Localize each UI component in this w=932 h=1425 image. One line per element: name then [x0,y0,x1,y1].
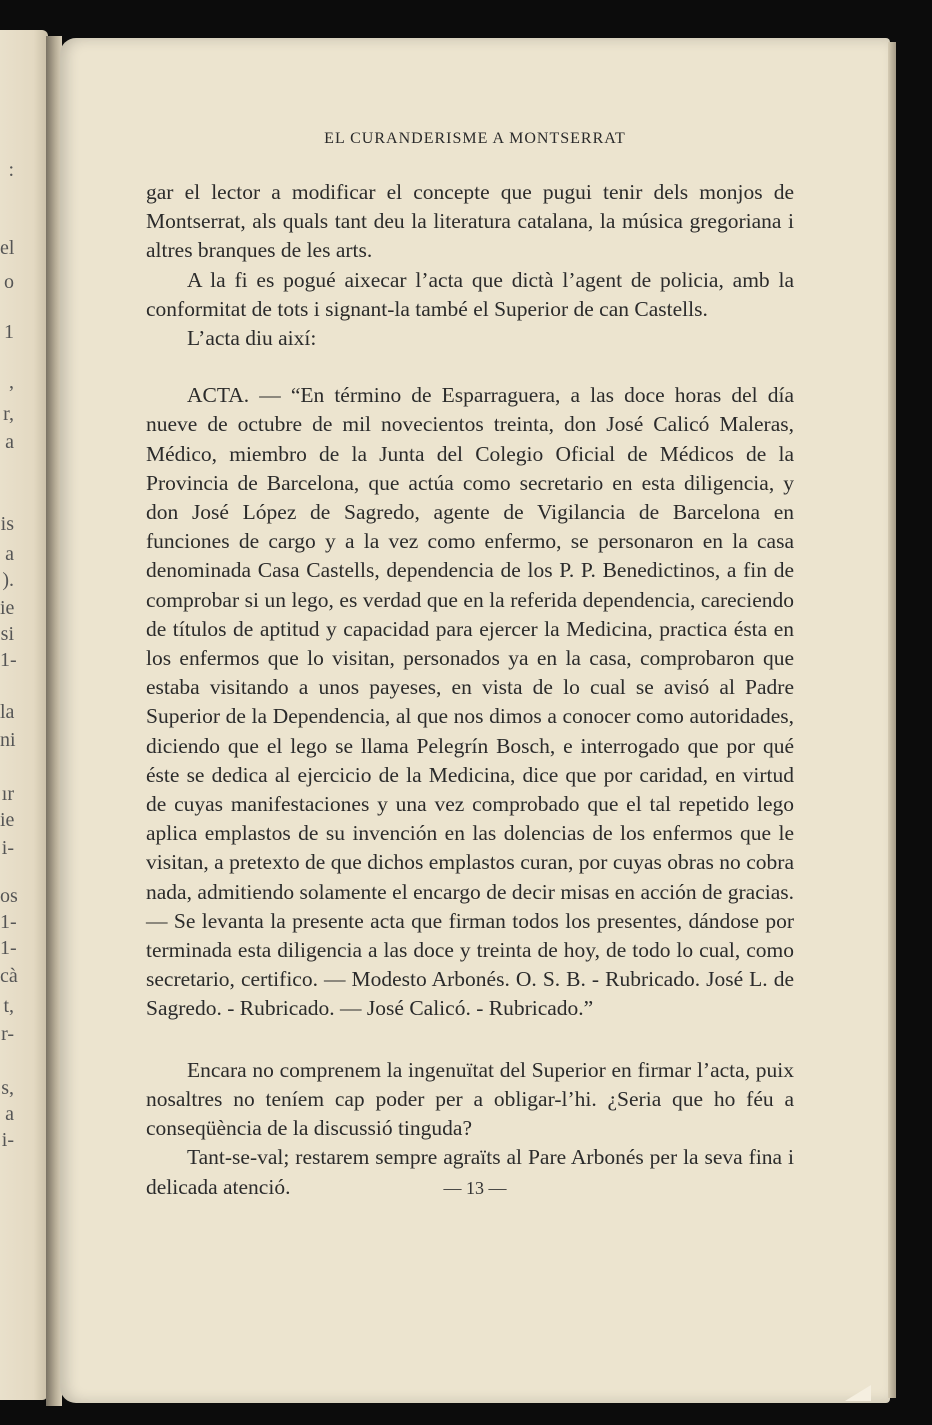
facing-page-fragment: a [5,1103,14,1125]
facing-page-fragment: ie [0,809,15,831]
facing-page-fragment: si [0,623,14,645]
page-edge [888,42,896,1398]
facing-page-fragment: r, [3,403,14,425]
page-number: — 13 — [443,1178,507,1198]
facing-page-fragment: ie [0,597,15,619]
facing-page-fragment: a [5,543,14,565]
paragraph-acta-text: ACTA. — “En término de Esparraguera, a las doce horas del día nueve de octubre de mil novecientos treinta, don José Calicó Maleras, Médico, miembro de la Junta del Colegio Oficial de Médicos de la Provincia de Barcelona, que actúa como secretario en esta diligencia, y don José López de Sagredo, agente de Vigilancia de Barcelona en funciones de cargo y a la vez como enfermo, se personaron en la casa denominada Casa Castells, dependencia de los P. P. Benedictinos, a fin de comprobar si un lego, es verdad que en la referida dependencia, careciendo de títulos de aptitud y capacidad para ejercer la Medicina, practica ésta en los enfermos que lo visitan, personados ya en la casa, comprobaron que estaba visitando a unos payeses, en vista de lo cual se avisó al Padre Superior de la Dependencia, al que nos dimos a conocer como autoridades, diciendo que el lego se llama Pelegrín Bosch, e interrogado que por qué éste se dedica al ejercicio de la Medicina, dice que por caridad, en virtud de cuyas manifestaciones y una vez comprobado que el tal repetido lego aplica emplastos de su invención en las dolencias de los enfermos que le visitan, a pretexto de que dichos emplastos curan, por cuyas obras no cobra nada, admitiendo solamente el encargo de decir misas en acción de gracias. — Se levanta la presente acta que firman todos los presentes, dándose por terminada esta diligencia a las doce y treinta de hoy, de todo lo cual, como secretario, certifico. — Modesto Arbonés. O. S. B. - Rubricado. José L. de Sagredo. - Rubricado. — José Calicó. - Rubricado.” [146,383,794,1021]
facing-page-fragment: i- [1,837,14,859]
facing-page-edge [0,30,48,1400]
facing-page-fragment: o [4,271,14,293]
book-page [60,38,890,1403]
facing-page-fragment: a [5,431,14,453]
paragraph-acta-intro: A la fi es pogué aixecar l’acta que dictà l’agent de policia, amb la conformitat de tots i signant-la també el Superior de can Castells. [146,267,794,321]
facing-page-fragment: s, [1,1077,14,1099]
facing-page-fragment: 1- [0,649,17,671]
page-corner [845,1385,871,1401]
facing-page-fragment: is [0,513,14,535]
paragraph-acta-lead: L’acta diu així: [187,326,317,351]
paragraph-comment: Encara no comprenem la ingenuïtat del Superior en firmar l’acta, puix nosaltres no teníem cap poder per a obligar-l’hi. ¿Seria que ho féu a conseqüència de la discussió tinguda? [146,1057,794,1141]
paragraph-continuation: gar el lector a modificar el concepte que pugui tenir dels monjos de Montserrat, als quals tant deu la literatura catalana, la música gregoriana i altres branques de les arts. [146,180,794,263]
facing-page-fragment: : [8,159,14,181]
facing-page-fragment: 1- [0,911,17,933]
page-body [146,178,794,1202]
facing-page-fragment: ). [2,569,14,591]
facing-page-fragment: , [9,371,14,393]
running-head: EL CURANDERISME A MONTSERRAT [324,130,626,147]
facing-page-fragment: 1 [4,321,14,343]
facing-page-fragment: cà [0,965,18,987]
facing-page-fragment: r- [1,1023,14,1045]
facing-page-fragment: i- [1,1129,14,1151]
facing-page-fragment: 1- [0,937,17,959]
facing-page-fragment: ır [1,783,14,805]
facing-page-fragment: ni [0,729,16,751]
paragraph-closing: Tant-se-val; restarem sempre agraïts al Pare Arbonés per la seva fina i delicada atenció. [146,1145,794,1199]
facing-page-fragment: t, [3,995,14,1017]
facing-page-fragment: el [0,237,15,259]
facing-page-fragment: la [0,701,15,723]
facing-page-fragment: os [0,885,18,907]
